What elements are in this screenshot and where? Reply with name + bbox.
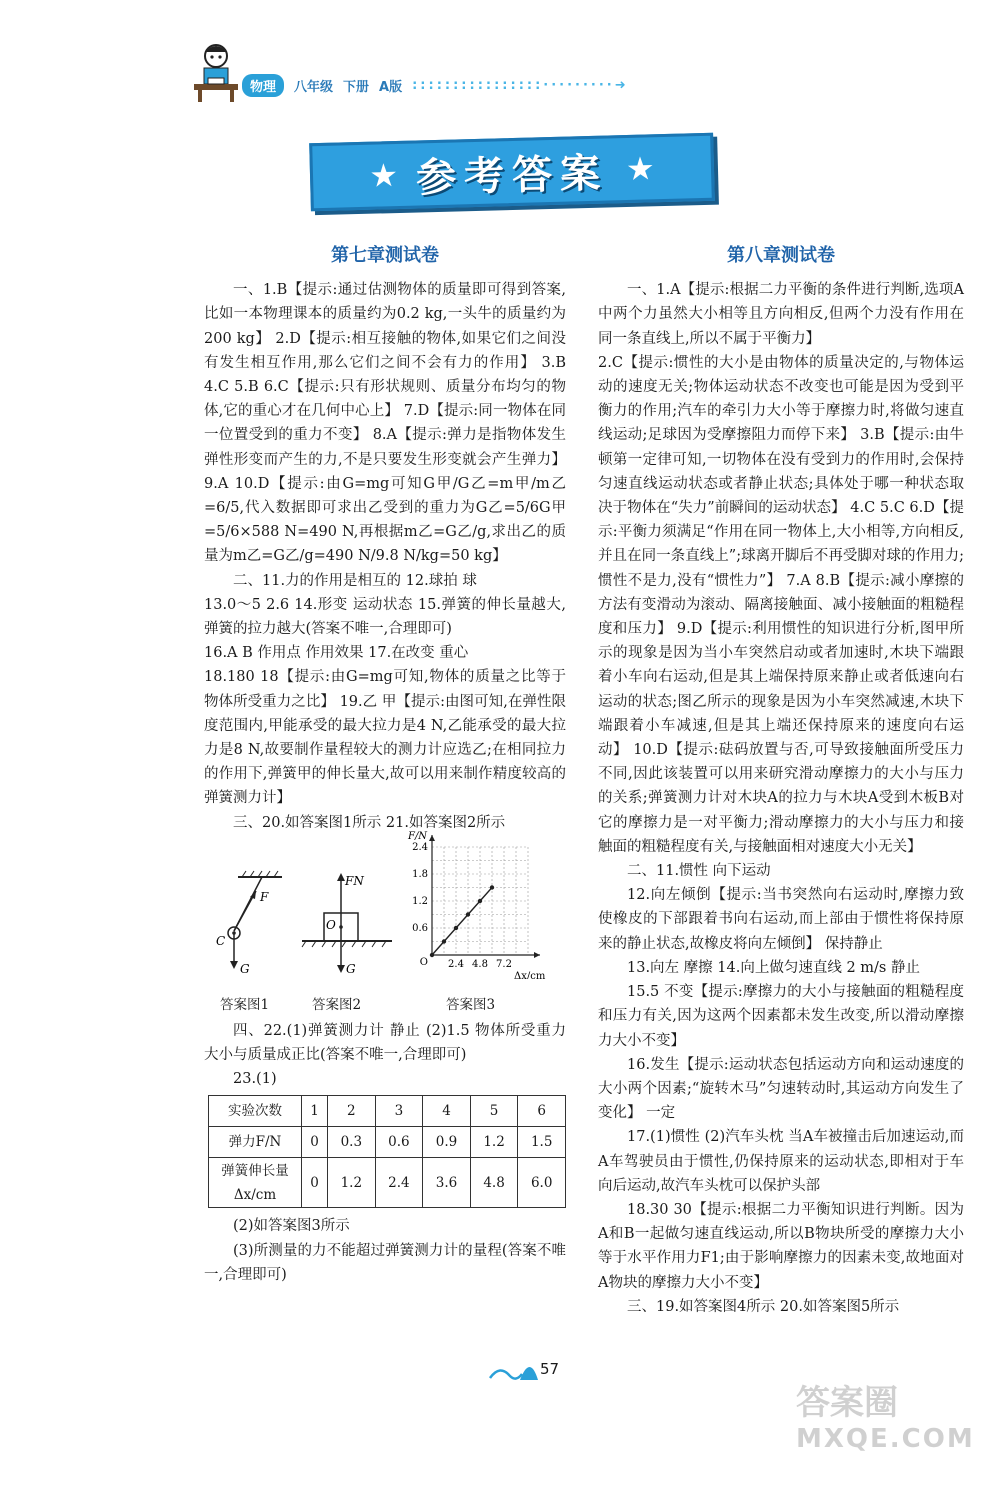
figure-1-caption: 答案图1 [220, 996, 270, 1013]
table-cell: 1.2 [470, 1127, 518, 1158]
x-tick-label: 4.8 [472, 958, 488, 970]
table-cell: 4 [423, 1096, 471, 1127]
subject-label: 物理 [242, 74, 284, 97]
label-c: C [216, 933, 226, 948]
answer-paragraph: (2)如答案图3所示 [233, 1218, 350, 1235]
volume-label: 下册 [343, 80, 370, 95]
table-cell: 0.3 [328, 1127, 376, 1158]
answer-paragraph: 12.向左倾倒【提示:当书突然向右运动时,摩擦力致使橡皮的下部跟着书向右运动,而上部由于惯性将保持原来的静止状态,故橡皮将向左倾倒】 保持静止 [598, 887, 964, 952]
x-axis-arrow [534, 952, 540, 958]
table-cell: 3.6 [423, 1158, 471, 1208]
star-icon: ★ [368, 155, 399, 195]
answer-paragraph: 23.(1) [233, 1071, 277, 1088]
table-cell: 2 [328, 1096, 376, 1127]
y-tick-label: 2.4 [412, 841, 428, 853]
page-number: 57 [540, 1360, 560, 1378]
table-cell: 2.4 [375, 1158, 423, 1208]
table-cell: 1.5 [518, 1127, 566, 1158]
table-cell: 0 [302, 1127, 328, 1158]
data-point [466, 912, 470, 916]
answer-paragraph: 18.180 18【提示:由G=mg可知,物体的质量之比等于物体所受重力之比】 19.乙 甲【提示:由图可知,在弹性限度范围内,甲能承受的最大拉力是4 N,乙能承受的最大拉力是8 N,故要制作量程较大的测力计应选乙;在相同拉力的作用下,弹簧甲的伸长量大,故可以用来制作精度较高的弹簧测力计】 [204, 669, 566, 807]
y-tick-label: 1.8 [412, 868, 428, 880]
x-axis-label: Δx/cm [514, 970, 546, 979]
chapter8-column [598, 240, 964, 1319]
answer-paragraph: 一、1.A【提示:根据二力平衡的条件进行判断,选项A中两个力虽然大小相等且方向相反,但两个力没有作用在同一条直线上,所以不属于平衡力】 [598, 282, 964, 347]
answer-paragraph: 二、11.惯性 向下运动 [627, 863, 771, 880]
table-cell: 弹簧伸长量Δx/cm [209, 1158, 302, 1208]
table-cell: 0.9 [423, 1127, 471, 1158]
label-g: G [346, 961, 356, 976]
chapter7-column [204, 240, 566, 1287]
answer-paragraph: 2.C【提示:惯性的大小是由物体的质量决定的,与物体运动的速度无关;物体运动状态不改变也可能是因为受到平衡力的作用;汽车的牵引力大小等于摩擦力时,将做匀速直线运动;足球因为受摩擦阻力而停下来】 3.B【提示:由牛顿第一定律可知,一切物体在没有受到力的作用时,会保持匀速直线运动状态或者静止状态;具体处于哪一种状态取决于物体在“失力”前瞬间的运动状态】 4.C 5.C 6.D【提示:平衡力须满足“作用在同一物体上,大小相等,方向相反,并且在同一条直线上”;球离开脚后不再受脚对球的作用力;惯性不是力,没有“惯性力”】 7.A 8.B【提示:减小摩擦的方法有变滑动为滚动、隔离接触面、减小接触面的粗糙程度和压力】 9.D【提示:利用惯性的知识进行分析,图甲所示的现象是因为当小车突然启动或者加速时,木块下端跟着小车向右运动,但是其上端保持原来静止或者低速向右运动的状态;图乙所示的现象是因为小车突然减速,木块下端跟着小车减速,但是其上端还保持原来的速度向右运动】 10.D【提示:砝码放置与否,可导致接触面所受压力不同,因此该装置可以用来研究滑动摩擦力的大小与压力的关系;弹簧测力计对木块A的拉力与木块A受到木板B对它的摩擦力是一对平衡力;滑动摩擦力的大小与压力和接触面的粗糙程度有关,与接触面相对速度大小无关】 [598, 354, 964, 855]
figure-2-block [296, 855, 406, 979]
answer-paragraph: 三、20.如答案图1所示 21.如答案图2所示 [233, 814, 506, 831]
table-row [209, 1096, 566, 1127]
figure-3-caption: 答案图3 [446, 996, 496, 1013]
y-tick-label: 0.6 [412, 922, 428, 934]
table-cell: 1.2 [328, 1158, 376, 1208]
table-cell: 3 [375, 1096, 423, 1127]
answer-paragraph: (3)所测量的力不能超过弹簧测力计的量程(答案不唯一,合理即可) [204, 1242, 566, 1283]
table-row [209, 1127, 566, 1158]
table-cell: 4.8 [470, 1158, 518, 1208]
answer-paragraph: 16.A B 作用点 作用效果 17.在改变 重心 [204, 645, 469, 662]
answer-paragraph: 三、19.如答案图4所示 20.如答案图5所示 [627, 1298, 900, 1315]
table-cell: 6 [518, 1096, 566, 1127]
grade-label: 八年级 [294, 80, 334, 95]
table-cell: 1 [302, 1096, 328, 1127]
label-o: O [326, 917, 336, 932]
data-point [478, 899, 482, 903]
y-axis-label: F/N [408, 830, 428, 842]
table-cell: 0 [302, 1158, 328, 1208]
y-axis-arrow [429, 835, 435, 841]
table-row [209, 1158, 566, 1208]
answer-paragraph: 二、11.力的作用是相互的 12.球拍 球 [233, 572, 477, 589]
banner-title: 参考答案 [415, 149, 609, 202]
watermark-logo [796, 1375, 976, 1471]
data-point [454, 926, 458, 930]
answer-paragraph: 15.5 不变【提示:摩擦力的大小与接触面的粗糙程度和压力有关,因为这两个因素都未发生改变,所以滑动摩擦力大小不变】 [598, 984, 964, 1049]
chapter7-title: 第七章测试卷 [331, 245, 439, 266]
table-cell: 弹力F/N [209, 1127, 302, 1158]
page-header [190, 40, 710, 110]
experiment-table [208, 1095, 566, 1208]
x-tick-label: 2.4 [448, 958, 464, 970]
student-mascot-icon [190, 40, 242, 104]
answer-figures [204, 830, 566, 1013]
y-tick-label: 1.2 [412, 895, 428, 907]
data-point [430, 953, 434, 957]
chapter8-title: 第八章测试卷 [727, 245, 835, 266]
label-fn: FN [345, 873, 364, 888]
answer-paragraph: 13.向左 摩擦 14.向上做匀速直线 2 m/s 静止 [627, 959, 920, 976]
data-point [490, 885, 494, 889]
figure-1-pendulum [208, 869, 288, 979]
answer-paragraph: 13.0～5 2.6 14.形变 运动状态 15.弹簧的伸长量越大,弹簧的拉力越大(答案不唯一,合理即可) [204, 596, 566, 638]
answer-paragraph: 四、22.(1)弹簧测力计 静止 (2)1.5 物体所受重力大小与质量成正比(答案不唯一,合理即可) [204, 1022, 566, 1064]
label-f: F [260, 889, 269, 904]
answer-paragraph: 16.发生【提示:运动状态包括运动方向和运动速度的大小两个因素;“旋转木马”匀速转动时,其运动方向发生了变化】 一定 [598, 1056, 964, 1122]
dotted-arrow-icon: ::::::::::::::::·········➜ [412, 78, 629, 93]
edition-label: A版 [379, 80, 403, 95]
answer-paragraph: 17.(1)惯性 (2)汽车头枕 当A车被撞击后加速运动,而A车驾驶员由于惯性,仍保持原来的运动状态,即相对于车向后运动,故汽车头枕可以保护头部 [598, 1129, 964, 1194]
x-tick-label: 7.2 [496, 958, 512, 970]
label-g: G [240, 961, 250, 976]
figure-2-caption: 答案图2 [312, 996, 362, 1013]
answer-banner [298, 128, 726, 216]
table-cell: 0.6 [375, 1127, 423, 1158]
watermark-top: 答案圈 [796, 1383, 898, 1423]
answer-paragraph: 18.30 30【提示:根据二力平衡知识进行判断。因为A和B一起做匀速直线运动,所以B物块所受的摩擦力大小等于水平作用力F1;由于影响摩擦力的因素未变,故地面对A物块的摩擦力大小不变】 [598, 1201, 964, 1291]
table-cell: 6.0 [518, 1158, 566, 1208]
figure-3-chart [402, 829, 552, 979]
table-cell: 实验次数 [209, 1096, 302, 1127]
star-icon: ★ [625, 149, 656, 189]
series-line [432, 887, 492, 955]
origin-label: O [419, 956, 428, 968]
table-cell: 5 [470, 1096, 518, 1127]
data-point [442, 939, 446, 943]
watermark-bottom: MXQE.COM [796, 1424, 975, 1454]
answer-paragraph: 一、1.B【提示:通过估测物体的质量即可得到答案,比如一本物理课本的质量约为0.2 kg,一头牛的质量约为200 kg】 2.D【提示:相互接触的物体,如果它们之间没有发生相互作用,那么它们之间不会有力的作用】 3.B 4.C 5.B 6.C【提示:只有形状规则、质量分布均匀的物体,它的重心才在几何中心上】 7.D【提示:同一物体在同一位置受到的重力不变】 8.A【提示:弹力是指物体发生弹性形变而产生的力,不是只要发生形变就会产生弹力】 9.A 10.D【提示:由G=mg可知G甲/G乙=m甲/m乙=6/5,代入数据即可求出乙受到的重力为G乙=5/6G甲=5/6×588 N=490 N,再根据m乙=G乙/g,求出乙的质量为m乙=G乙/g=490 N/9.8 N/kg=50 kg】 [204, 282, 566, 565]
